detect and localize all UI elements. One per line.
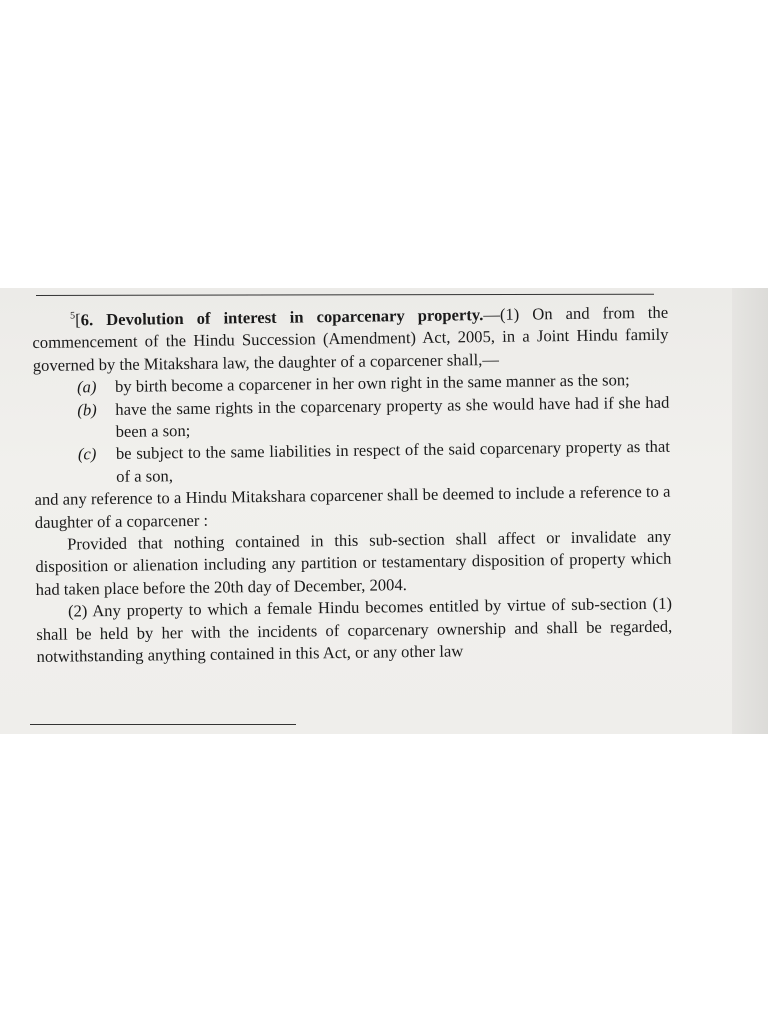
clause-c (34, 436, 671, 489)
clause-letter: (c) (77, 444, 97, 464)
footnote-rule (30, 724, 296, 725)
clause-text: be subject to the same liabilities in respect of the said coparcenary property as that of a son, (115, 437, 671, 486)
clause-letter: (a) (76, 377, 97, 397)
section-intro: —(1) On and from the commencement of the Hindu Succession (Amendment) Act, 2005, in a Joint Hindu family governed by the Mitakshara law, the daughter of a coparcener shall,— (32, 302, 669, 375)
proviso-paragraph: Provided that nothing contained in this sub-section shall affect or invalidate any disposition or alienation including any partition or testamentary disposition of property which had taken place before the 20th day of December, 2004. (35, 526, 672, 599)
page-edge-shadow (732, 288, 768, 734)
statute-text (32, 298, 673, 669)
section-heading: 6. Devolution of interest in coparcenary property. (80, 305, 484, 330)
open-bracket: [ (75, 310, 81, 330)
clause-text: have the same rights in the coparcenary property as she would have had if she had been a son; (115, 392, 670, 441)
subsection-2-paragraph: (2) Any property to which a female Hindu becomes entitled by virtue of sub-section (1) shall be held by her with the incidents of coparcenary ownership and shall be regarded, notwithstanding anything contained in this Act, or any other law (36, 593, 673, 667)
clause-text: by birth become a coparcener in her own right in the same manner as the son; (114, 370, 630, 397)
footnote-mark: 5 (70, 310, 76, 322)
clause-letter: (b) (77, 399, 97, 420)
section-heading-paragraph (32, 298, 669, 378)
continuation-paragraph: and any reference to a Hindu Mitakshara coparcener shall be deemed to include a reference to a daughter of a coparcener : (34, 481, 671, 532)
top-rule (36, 294, 654, 296)
photographed-page (0, 288, 768, 734)
